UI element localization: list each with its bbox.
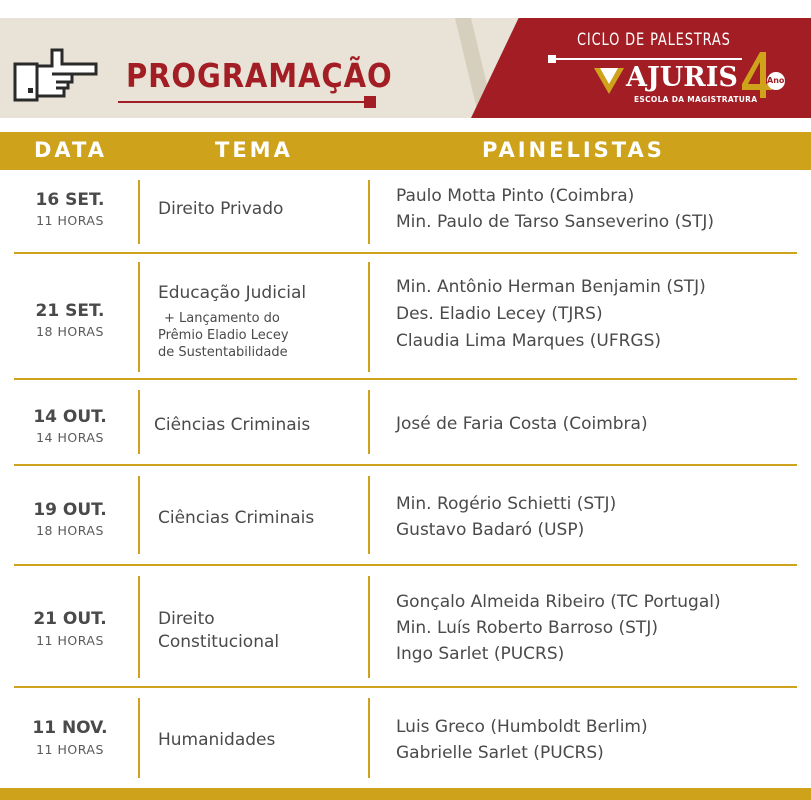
row-date-day: 16 SET. bbox=[35, 190, 105, 210]
row-panelist: Min. Paulo de Tarso Sanseverino (STJ) bbox=[396, 212, 715, 232]
row-panelist: Min. Rogério Schietti (STJ) bbox=[396, 494, 617, 514]
row-date-day: 19 OUT. bbox=[33, 500, 107, 520]
row-date-hour: 14 HORAS bbox=[36, 430, 104, 445]
row-divider bbox=[14, 686, 797, 688]
ajuris-triangle-icon bbox=[594, 68, 624, 94]
pointing-hand-icon bbox=[12, 44, 100, 104]
years-badge: Anos bbox=[767, 72, 785, 90]
row-tema-note: de Sustentabilidade bbox=[158, 345, 288, 360]
row-panelist: Min. Antônio Herman Benjamin (STJ) bbox=[396, 277, 706, 297]
row-tema: Humanidades bbox=[158, 730, 276, 750]
column-divider bbox=[368, 698, 370, 778]
row-divider bbox=[14, 378, 797, 380]
row-panelist: Min. Luís Roberto Barroso (STJ) bbox=[396, 618, 658, 638]
row-panelist: Gonçalo Almeida Ribeiro (TC Portugal) bbox=[396, 592, 721, 612]
row-date-hour: 11 HORAS bbox=[36, 213, 104, 228]
column-divider bbox=[138, 262, 140, 372]
column-divider bbox=[138, 180, 140, 244]
row-date-hour: 11 HORAS bbox=[36, 633, 104, 648]
column-divider bbox=[368, 390, 370, 454]
row-divider bbox=[14, 252, 797, 254]
row-divider bbox=[14, 464, 797, 466]
bottom-bar bbox=[0, 788, 811, 800]
row-panelist: Gustavo Badaró (USP) bbox=[396, 520, 585, 540]
row-panelist: Des. Eladio Lecey (TJRS) bbox=[396, 304, 603, 324]
title-underline-end bbox=[364, 96, 376, 108]
row-date-day: 21 OUT. bbox=[33, 609, 107, 629]
column-header-data: DATA bbox=[34, 138, 108, 162]
row-panelist: Ingo Sarlet (PUCRS) bbox=[396, 644, 565, 664]
ajuris-logo: AJURIS bbox=[626, 62, 738, 93]
row-tema: Ciências Criminais bbox=[154, 415, 311, 435]
row-date-hour: 11 HORAS bbox=[36, 742, 104, 757]
column-divider bbox=[138, 698, 140, 778]
row-panelist: José de Faria Costa (Coimbra) bbox=[396, 414, 648, 434]
column-header-painelistas: PAINELISTAS bbox=[482, 138, 665, 162]
title-underline bbox=[118, 101, 368, 103]
column-header-tema: TEMA bbox=[215, 138, 293, 162]
column-divider bbox=[138, 476, 140, 554]
row-tema: Constitucional bbox=[158, 632, 280, 652]
column-divider bbox=[368, 476, 370, 554]
row-tema: Ciências Criminais bbox=[158, 508, 315, 528]
row-tema: Direito bbox=[158, 609, 215, 629]
row-date-day: 21 SET. bbox=[35, 301, 105, 321]
ajuris-subtitle: ESCOLA DA MAGISTRATURA bbox=[634, 95, 758, 104]
row-tema-note: + Lançamento do bbox=[164, 311, 280, 326]
series-title: CICLO DE PALESTRAS bbox=[577, 30, 731, 50]
column-divider bbox=[368, 576, 370, 678]
column-divider bbox=[138, 576, 140, 678]
row-date-day: 11 NOV. bbox=[32, 718, 108, 738]
row-tema-note: Prêmio Eladio Lecey bbox=[158, 328, 289, 343]
column-header-bar bbox=[0, 132, 811, 170]
row-date-hour: 18 HORAS bbox=[36, 324, 104, 339]
column-divider bbox=[138, 390, 140, 454]
header bbox=[0, 0, 811, 132]
column-divider bbox=[368, 180, 370, 244]
row-panelist: Paulo Motta Pinto (Coimbra) bbox=[396, 186, 635, 206]
row-panelist: Claudia Lima Marques (UFRGS) bbox=[396, 331, 662, 351]
row-date-day: 14 OUT. bbox=[33, 407, 107, 427]
row-divider bbox=[14, 564, 797, 566]
page-title: PROGRAMAÇÃO bbox=[126, 56, 393, 95]
row-tema: Educação Judicial bbox=[158, 283, 307, 303]
row-panelist: Gabrielle Sarlet (PUCRS) bbox=[396, 743, 604, 763]
row-tema: Direito Privado bbox=[158, 199, 284, 219]
row-date-hour: 18 HORAS bbox=[36, 523, 104, 538]
row-panelist: Luis Greco (Humboldt Berlim) bbox=[396, 717, 648, 737]
column-divider bbox=[368, 262, 370, 372]
series-line bbox=[552, 58, 742, 60]
